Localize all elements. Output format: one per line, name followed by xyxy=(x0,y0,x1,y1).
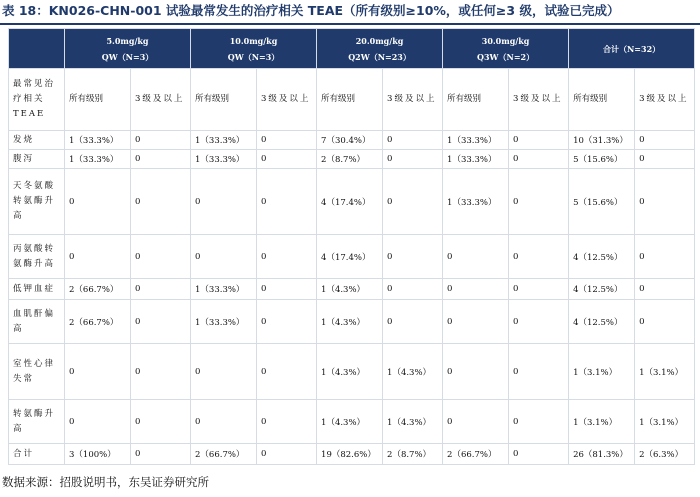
table-cell: 2（66.7%） xyxy=(65,279,131,300)
table-cell: 1（3.1%） xyxy=(635,400,695,444)
col-all-grades: 所有级别 xyxy=(317,69,383,131)
table-title: 表 18：KN026-CHN-001 试验最常发生的治疗相关 TEAE（所有级别≥10%，或任何≥3 级，试验已完成） xyxy=(2,3,620,18)
table-cell: 0 xyxy=(635,131,695,150)
table-cell: 4（17.4%） xyxy=(317,169,383,235)
table-cell: 0 xyxy=(635,150,695,169)
row-label: 转氨酶升高 xyxy=(9,400,65,444)
table-cell: 0 xyxy=(509,279,569,300)
table-cell: 0 xyxy=(383,169,443,235)
table-cell: 0 xyxy=(383,235,443,279)
group-header xyxy=(317,29,443,69)
table-cell: 0 xyxy=(65,235,131,279)
group-dose: 30.0mg/kg xyxy=(481,35,530,46)
table-cell: 0 xyxy=(191,400,257,444)
row-label: 发烧 xyxy=(9,131,65,150)
table-cell: 0 xyxy=(509,169,569,235)
table-cell: 1（33.3%） xyxy=(65,150,131,169)
table-cell: 0 xyxy=(191,235,257,279)
row-header-label: 最常见治疗相关TEAE xyxy=(9,69,65,131)
teae-table xyxy=(8,28,695,465)
title-rule xyxy=(0,23,700,25)
table-cell: 4（12.5%） xyxy=(569,300,635,344)
table-cell: 1（4.3%） xyxy=(383,400,443,444)
row-label: 合计 xyxy=(9,444,65,465)
table-cell: 1（33.3%） xyxy=(65,131,131,150)
group-header xyxy=(443,29,569,69)
table-cell: 0 xyxy=(509,344,569,400)
table-row xyxy=(9,279,695,300)
table-cell: 0 xyxy=(131,235,191,279)
table-cell: 0 xyxy=(509,150,569,169)
row-label: 血肌酐偏高 xyxy=(9,300,65,344)
header-corner xyxy=(9,29,65,69)
row-label: 天冬氨酸转氨酶升高 xyxy=(9,169,65,235)
table-cell: 0 xyxy=(131,400,191,444)
table-row xyxy=(9,400,695,444)
table-cell: 0 xyxy=(65,400,131,444)
table-cell: 1（33.3%） xyxy=(443,169,509,235)
table-cell: 5（15.6%） xyxy=(569,169,635,235)
table-cell: 3（100%） xyxy=(65,444,131,465)
table-cell: 0 xyxy=(383,300,443,344)
table-cell: 0 xyxy=(131,444,191,465)
table-cell: 1（3.1%） xyxy=(635,344,695,400)
table-cell: 0 xyxy=(131,344,191,400)
table-cell: 0 xyxy=(257,169,317,235)
col-grade3-plus: 3级及以上 xyxy=(131,69,191,131)
table-cell: 2（6.3%） xyxy=(635,444,695,465)
table-cell: 0 xyxy=(443,300,509,344)
table-cell: 4（17.4%） xyxy=(317,235,383,279)
table-cell: 0 xyxy=(257,131,317,150)
row-label: 腹泻 xyxy=(9,150,65,169)
table-cell: 0 xyxy=(383,131,443,150)
col-all-grades: 所有级别 xyxy=(191,69,257,131)
table-cell: 0 xyxy=(257,279,317,300)
group-schedule: QW（N=3） xyxy=(227,51,280,62)
table-cell: 0 xyxy=(131,279,191,300)
table-cell: 2（8.7%） xyxy=(383,444,443,465)
table-cell: 10（31.3%） xyxy=(569,131,635,150)
table-row xyxy=(9,169,695,235)
table-row xyxy=(9,235,695,279)
table-cell: 1（33.3%） xyxy=(191,131,257,150)
table-cell: 0 xyxy=(65,344,131,400)
table-cell: 7（30.4%） xyxy=(317,131,383,150)
table-cell: 2（66.7%） xyxy=(443,444,509,465)
table-body xyxy=(9,131,695,465)
table-row xyxy=(9,150,695,169)
table-cell: 5（15.6%） xyxy=(569,150,635,169)
table-cell: 0 xyxy=(509,235,569,279)
table-cell: 0 xyxy=(131,150,191,169)
table-cell: 1（33.3%） xyxy=(191,150,257,169)
row-label: 低钾血症 xyxy=(9,279,65,300)
table-cell: 2（66.7%） xyxy=(65,300,131,344)
table-cell: 1（4.3%） xyxy=(317,400,383,444)
table-cell: 0 xyxy=(635,300,695,344)
table-cell: 0 xyxy=(635,279,695,300)
table-cell: 0 xyxy=(257,400,317,444)
table-cell: 2（8.7%） xyxy=(317,150,383,169)
table-cell: 0 xyxy=(443,400,509,444)
table-cell: 0 xyxy=(509,131,569,150)
table-cell: 0 xyxy=(509,300,569,344)
table-cell: 0 xyxy=(635,235,695,279)
table-cell: 0 xyxy=(131,131,191,150)
table-cell: 1（4.3%） xyxy=(317,300,383,344)
col-all-grades: 所有级别 xyxy=(569,69,635,131)
table-row xyxy=(9,344,695,400)
col-grade3-plus: 3级及以上 xyxy=(257,69,317,131)
group-header xyxy=(569,29,695,69)
table-cell: 1（3.1%） xyxy=(569,400,635,444)
group-schedule: Q2W（N=23） xyxy=(348,51,411,62)
col-grade3-plus: 3级及以上 xyxy=(509,69,569,131)
table-cell: 0 xyxy=(443,344,509,400)
row-label: 丙氨酸转氨酶升高 xyxy=(9,235,65,279)
table-cell: 0 xyxy=(443,279,509,300)
table-row xyxy=(9,131,695,150)
group-dose: 10.0mg/kg xyxy=(229,35,278,46)
table-cell: 0 xyxy=(257,300,317,344)
subheader-row xyxy=(9,69,695,131)
table-cell: 0 xyxy=(257,235,317,279)
table-cell: 0 xyxy=(65,169,131,235)
col-grade3-plus: 3级及以上 xyxy=(635,69,695,131)
table-cell: 1（33.3%） xyxy=(191,279,257,300)
table-cell: 1（33.3%） xyxy=(191,300,257,344)
table-cell: 1（3.1%） xyxy=(569,344,635,400)
group-dose: 合计（N=32） xyxy=(602,43,661,54)
group-dose: 5.0mg/kg xyxy=(106,35,149,46)
table-row xyxy=(9,300,695,344)
table-cell: 0 xyxy=(635,169,695,235)
group-schedule: QW（N=3） xyxy=(101,51,154,62)
table-cell: 1（33.3%） xyxy=(443,150,509,169)
table-cell: 1（33.3%） xyxy=(443,131,509,150)
col-all-grades: 所有级别 xyxy=(443,69,509,131)
table-cell: 19（82.6%） xyxy=(317,444,383,465)
table-cell: 0 xyxy=(131,300,191,344)
table-cell: 0 xyxy=(257,444,317,465)
group-header xyxy=(65,29,191,69)
table-cell: 0 xyxy=(509,444,569,465)
table-cell: 4（12.5%） xyxy=(569,235,635,279)
header-row xyxy=(9,29,695,69)
table-cell: 1（4.3%） xyxy=(317,279,383,300)
table-cell: 0 xyxy=(443,235,509,279)
table-cell: 2（66.7%） xyxy=(191,444,257,465)
group-dose: 20.0mg/kg xyxy=(355,35,404,46)
row-label: 室性心律失常 xyxy=(9,344,65,400)
table-cell: 0 xyxy=(191,169,257,235)
table-cell: 0 xyxy=(383,150,443,169)
col-grade3-plus: 3级及以上 xyxy=(383,69,443,131)
table-cell: 1（4.3%） xyxy=(317,344,383,400)
table-row xyxy=(9,444,695,465)
table-cell: 0 xyxy=(257,344,317,400)
table-cell: 0 xyxy=(383,279,443,300)
table-cell: 26（81.3%） xyxy=(569,444,635,465)
group-schedule: Q3W（N=2） xyxy=(477,51,535,62)
table-cell: 0 xyxy=(131,169,191,235)
table-cell: 0 xyxy=(191,344,257,400)
col-all-grades: 所有级别 xyxy=(65,69,131,131)
data-source: 数据来源：招股说明书，东吴证券研究所 xyxy=(2,475,209,489)
table-cell: 4（12.5%） xyxy=(569,279,635,300)
table-cell: 1（4.3%） xyxy=(383,344,443,400)
table-cell: 0 xyxy=(257,150,317,169)
table-cell: 0 xyxy=(509,400,569,444)
group-header xyxy=(191,29,317,69)
